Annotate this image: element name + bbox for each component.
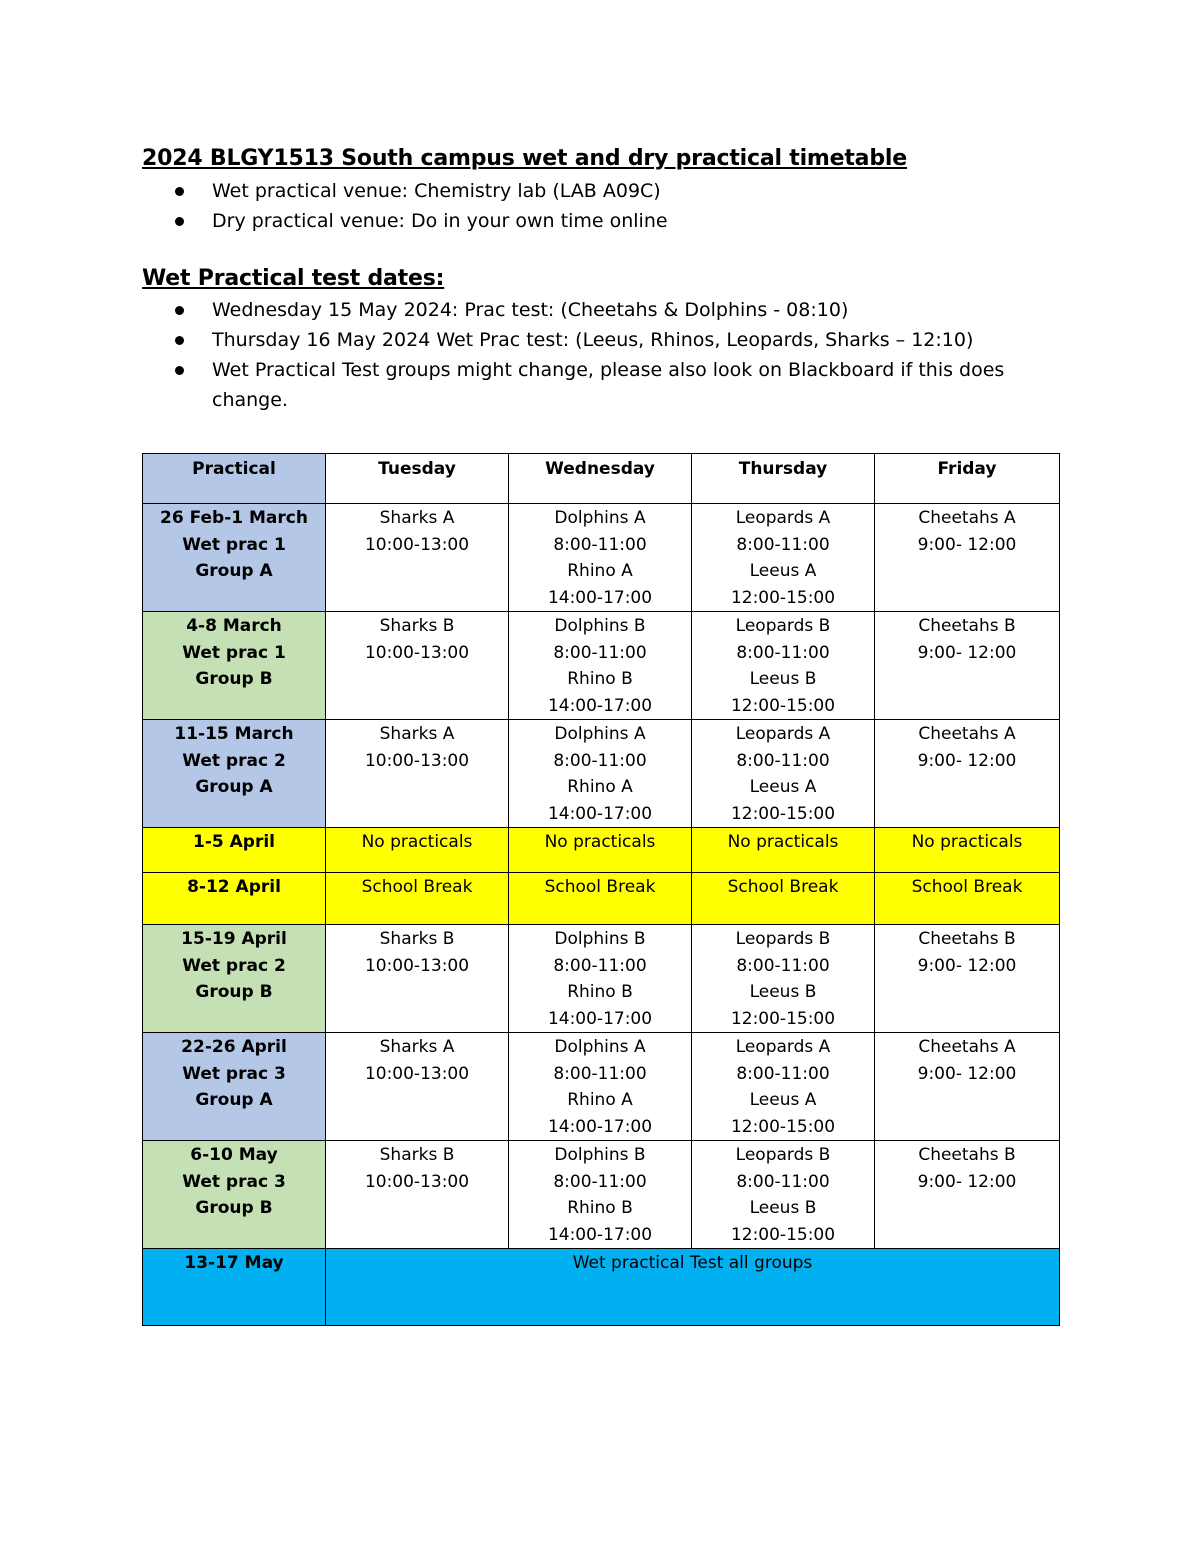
wednesday-cell: Dolphins A 8:00-11:00 Rhino A 14:00-17:00 — [509, 720, 692, 828]
thursday-cell: Leopards A 8:00-11:00 Leeus A 12:00-15:00 — [692, 504, 875, 612]
week-label: 22-26 April Wet prac 3 Group A — [143, 1033, 326, 1141]
friday-cell: Cheetahs B 9:00- 12:00 — [875, 1141, 1060, 1249]
venue-list — [142, 176, 1042, 236]
list-item: Wet Practical Test groups might change, please also look on Blackboard if this does change. — [142, 355, 1042, 415]
page-title: 2024 BLGY1513 South campus wet and dry practical timetable — [142, 146, 907, 171]
bullet-icon — [175, 306, 184, 315]
friday-cell: Cheetahs A 9:00- 12:00 — [875, 720, 1060, 828]
thursday-cell: Leopards B 8:00-11:00 Leeus B 12:00-15:00 — [692, 612, 875, 720]
timetable — [142, 453, 1060, 1326]
thursday-cell: Leopards B 8:00-11:00 Leeus B 12:00-15:00 — [692, 1141, 875, 1249]
section-heading: Wet Practical test dates: — [142, 266, 445, 291]
header-practical: Practical — [143, 454, 326, 504]
week-label: 4-8 March Wet prac 1 Group B — [143, 612, 326, 720]
thursday-cell: No practicals — [692, 828, 875, 873]
table-row — [143, 873, 1060, 925]
wednesday-cell: School Break — [509, 873, 692, 925]
bullet-icon — [175, 366, 184, 375]
table-row — [143, 1033, 1060, 1141]
table-row — [143, 504, 1060, 612]
week-label: 1-5 April — [143, 828, 326, 873]
friday-cell: Cheetahs B 9:00- 12:00 — [875, 925, 1060, 1033]
thursday-cell: Leopards A 8:00-11:00 Leeus A 12:00-15:00 — [692, 720, 875, 828]
wednesday-cell: No practicals — [509, 828, 692, 873]
table-row — [143, 828, 1060, 873]
week-label: 15-19 April Wet prac 2 Group B — [143, 925, 326, 1033]
tuesday-cell: Sharks A 10:00-13:00 — [326, 1033, 509, 1141]
tuesday-cell: Sharks A 10:00-13:00 — [326, 720, 509, 828]
week-label: 13-17 May — [143, 1249, 326, 1326]
week-label: 6-10 May Wet prac 3 Group B — [143, 1141, 326, 1249]
header-tuesday: Tuesday — [326, 454, 509, 504]
bullet-icon — [175, 217, 184, 226]
bullet-icon — [175, 336, 184, 345]
wednesday-cell: Dolphins B 8:00-11:00 Rhino B 14:00-17:00 — [509, 925, 692, 1033]
wednesday-cell: Dolphins B 8:00-11:00 Rhino B 14:00-17:00 — [509, 612, 692, 720]
tuesday-cell: Sharks A 10:00-13:00 — [326, 504, 509, 612]
thursday-cell: School Break — [692, 873, 875, 925]
thursday-cell: Leopards A 8:00-11:00 Leeus A 12:00-15:00 — [692, 1033, 875, 1141]
friday-cell: School Break — [875, 873, 1060, 925]
table-row — [143, 1141, 1060, 1249]
tuesday-cell: School Break — [326, 873, 509, 925]
table-header-row — [143, 454, 1060, 504]
test-dates-list — [142, 295, 1042, 415]
wednesday-cell: Dolphins A 8:00-11:00 Rhino A 14:00-17:00 — [509, 1033, 692, 1141]
list-item: Wet practical venue: Chemistry lab (LAB A09C) — [142, 176, 1042, 206]
week-label: 26 Feb-1 March Wet prac 1 Group A — [143, 504, 326, 612]
tuesday-cell: Sharks B 10:00-13:00 — [326, 612, 509, 720]
bullet-icon — [175, 187, 184, 196]
table-row — [143, 612, 1060, 720]
wednesday-cell: Dolphins A 8:00-11:00 Rhino A 14:00-17:00 — [509, 504, 692, 612]
week-label: 8-12 April — [143, 873, 326, 925]
thursday-cell: Leopards B 8:00-11:00 Leeus B 12:00-15:00 — [692, 925, 875, 1033]
friday-cell: Cheetahs A 9:00- 12:00 — [875, 504, 1060, 612]
tuesday-cell: Sharks B 10:00-13:00 — [326, 1141, 509, 1249]
table-row — [143, 720, 1060, 828]
friday-cell: Cheetahs B 9:00- 12:00 — [875, 612, 1060, 720]
header-friday: Friday — [875, 454, 1060, 504]
tuesday-cell: No practicals — [326, 828, 509, 873]
wednesday-cell: Dolphins B 8:00-11:00 Rhino B 14:00-17:00 — [509, 1141, 692, 1249]
header-wednesday: Wednesday — [509, 454, 692, 504]
week-label: 11-15 March Wet prac 2 Group A — [143, 720, 326, 828]
table-row — [143, 1249, 1060, 1326]
tuesday-cell: Sharks B 10:00-13:00 — [326, 925, 509, 1033]
table-row — [143, 925, 1060, 1033]
list-item: Dry practical venue: Do in your own time online — [142, 206, 1042, 236]
friday-cell: No practicals — [875, 828, 1060, 873]
list-item: Wednesday 15 May 2024: Prac test: (Cheetahs & Dolphins - 08:10) — [142, 295, 1042, 325]
test-week-cell: Wet practical Test all groups — [326, 1249, 1060, 1326]
list-item: Thursday 16 May 2024 Wet Prac test: (Leeus, Rhinos, Leopards, Sharks – 12:10) — [142, 325, 1042, 355]
friday-cell: Cheetahs A 9:00- 12:00 — [875, 1033, 1060, 1141]
header-thursday: Thursday — [692, 454, 875, 504]
